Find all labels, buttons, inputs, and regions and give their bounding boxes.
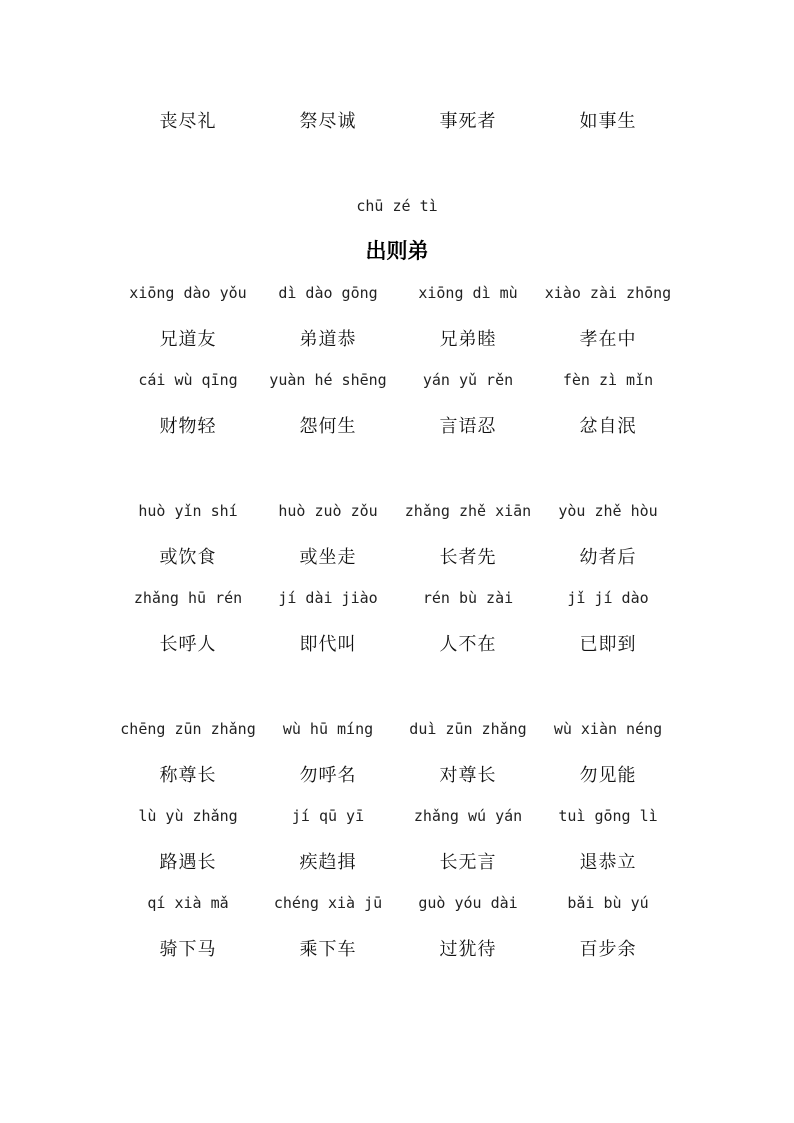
verse-pinyin: xiōng dì mù [418, 284, 518, 302]
char-row [118, 543, 678, 569]
verse-chars: 人不在 [439, 634, 497, 655]
verse-chars: 勿见能 [579, 765, 637, 786]
verse-chars: 如事生 [579, 111, 637, 132]
verse-chars: 路遇长 [159, 852, 217, 873]
verse-pinyin: jí dài jiào [278, 589, 378, 607]
verse-pinyin: qí xià mǎ [147, 894, 229, 912]
pinyin-row [118, 720, 678, 738]
intro-char-row [118, 107, 678, 133]
verse-chars: 长呼人 [159, 634, 217, 655]
verse-chars: 或坐走 [299, 547, 357, 568]
pinyin-row [118, 371, 678, 389]
verse-pinyin: jí qū yī [291, 807, 365, 825]
verse-pinyin: cái wù qīng [138, 371, 238, 389]
verse-pinyin: yòu zhě hòu [558, 502, 658, 520]
verse-pinyin: jǐ jí dào [567, 589, 649, 607]
verse-chars: 百步余 [579, 939, 637, 960]
verse-pinyin: xiào zài zhōng [544, 284, 672, 302]
verse-pinyin: yán yǔ rěn [422, 371, 514, 389]
section-title: 出则弟 [365, 238, 429, 263]
verse-pinyin: huò yǐn shí [138, 502, 238, 520]
char-row [118, 325, 678, 351]
verse-chars: 幼者后 [579, 547, 637, 568]
verse-chars: 祭尽诚 [299, 111, 357, 132]
verse-chars: 财物轻 [159, 416, 217, 437]
verse-chars: 乘下车 [299, 939, 357, 960]
char-row [118, 412, 678, 438]
verse-chars: 骑下马 [159, 939, 217, 960]
verse-chars: 称尊长 [159, 765, 217, 786]
verse-chars: 怨何生 [299, 416, 357, 437]
verse-chars: 事死者 [439, 111, 497, 132]
verse-chars: 忿自泯 [579, 416, 637, 437]
verse-pinyin: rén bù zài [422, 589, 514, 607]
verse-chars: 言语忍 [439, 416, 497, 437]
verse-pinyin: dì dào gōng [278, 284, 378, 302]
verse-chars: 弟道恭 [299, 329, 357, 350]
verse-chars: 即代叫 [299, 634, 357, 655]
verse-chars: 长无言 [439, 852, 497, 873]
verse-pinyin: chéng xià jū [273, 894, 383, 912]
pinyin-row [118, 502, 678, 520]
verse-pinyin: wù xiàn néng [553, 720, 663, 738]
verse-chars: 过犹待 [439, 939, 497, 960]
verse-chars: 长者先 [439, 547, 497, 568]
verse-pinyin: duì zūn zhǎng [409, 720, 527, 738]
char-row [118, 935, 678, 961]
char-row [118, 630, 678, 656]
verse-pinyin: zhǎng zhě xiān [404, 502, 532, 520]
verse-chars: 退恭立 [579, 852, 637, 873]
verse-chars: 或饮食 [159, 547, 217, 568]
verse-pinyin: xiōng dào yǒu [129, 284, 247, 302]
pinyin-row [118, 589, 678, 607]
char-row [118, 848, 678, 874]
verse-chars: 兄道友 [159, 329, 217, 350]
char-row [118, 761, 678, 787]
section-title-pinyin: chū zé tì [356, 197, 438, 215]
pinyin-row [118, 284, 678, 302]
verse-pinyin: bǎi bù yú [567, 894, 649, 912]
verse-chars: 丧尽礼 [159, 111, 217, 132]
verse-pinyin: yuàn hé shēng [269, 371, 387, 389]
verse-chars: 孝在中 [579, 329, 637, 350]
verse-pinyin: chēng zūn zhǎng [120, 720, 256, 738]
verse-chars: 已即到 [579, 634, 637, 655]
verse-chars: 对尊长 [439, 765, 497, 786]
verse-pinyin: zhǎng hū rén [133, 589, 243, 607]
verse-pinyin: huò zuò zǒu [278, 502, 378, 520]
verse-chars: 兄弟睦 [439, 329, 497, 350]
pinyin-row [118, 807, 678, 825]
verse-pinyin: fèn zì mǐn [562, 371, 654, 389]
verse-pinyin: tuì gōng lì [558, 807, 658, 825]
verse-pinyin: guò yóu dài [418, 894, 518, 912]
verse-pinyin: lù yù zhǎng [138, 807, 238, 825]
verse-pinyin: zhǎng wú yán [413, 807, 523, 825]
verse-chars: 疾趋揖 [299, 852, 357, 873]
verse-pinyin: wù hū míng [282, 720, 374, 738]
pinyin-row [118, 894, 678, 912]
verse-chars: 勿呼名 [299, 765, 357, 786]
